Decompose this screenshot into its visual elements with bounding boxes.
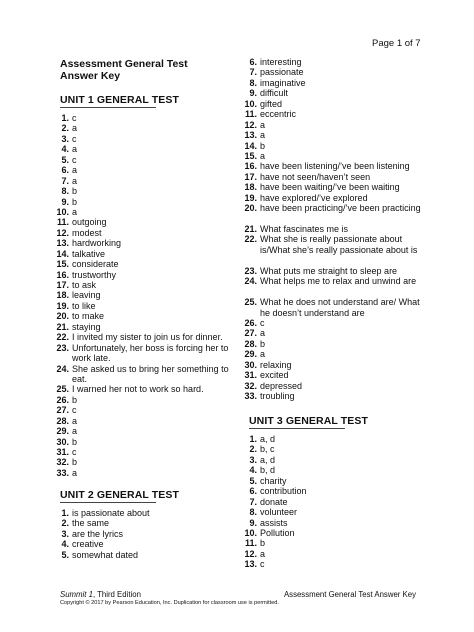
answer-text: a <box>260 130 266 141</box>
title-line-2: Answer Key <box>60 70 121 82</box>
unit2-heading: UNIT 2 GENERAL TEST <box>60 489 179 501</box>
answer-text: to make <box>72 311 105 322</box>
unit3-heading: UNIT 3 GENERAL TEST <box>249 415 368 427</box>
answer-item <box>48 457 242 467</box>
answer-number: 23. <box>244 265 257 276</box>
answer-text: is passionate about <box>72 508 150 518</box>
answer-text: hardworking <box>72 238 122 249</box>
answer-item <box>237 151 430 161</box>
answer-number: 30. <box>56 436 69 447</box>
answer-text: a <box>72 175 78 186</box>
answer-text: considerate <box>72 259 119 270</box>
answer-number: 17. <box>244 171 257 182</box>
answer-text: a <box>72 123 78 134</box>
answer-text: have been waiting/’ve been waiting <box>260 182 400 193</box>
answer-item <box>237 67 430 77</box>
answer-text: interesting <box>260 57 302 67</box>
answer-text: eccentric <box>260 109 297 120</box>
answer-text: What he does not understand are/ What he doesn’t understand are <box>260 297 420 318</box>
answer-text: a <box>260 150 266 161</box>
answer-item <box>237 528 307 538</box>
answer-item <box>237 318 430 328</box>
answer-number: 29. <box>56 426 69 437</box>
answer-item <box>237 141 430 151</box>
answer-text: b <box>72 436 78 447</box>
answer-number: 27. <box>244 328 257 339</box>
unit2-answer-list-part2 <box>237 57 430 402</box>
answer-number: 12. <box>56 227 69 238</box>
answer-item <box>48 550 150 560</box>
answer-text: difficult <box>260 88 288 99</box>
answer-number: 20. <box>56 311 69 322</box>
answer-number: 24. <box>244 276 257 287</box>
unit1-answer-list <box>48 113 242 478</box>
answer-text: Pollution <box>260 527 295 538</box>
answer-number: 26. <box>56 394 69 405</box>
answer-text: b, d <box>260 465 276 476</box>
answer-text: have been listening/’ve been listening <box>260 161 410 172</box>
answer-number: 4. <box>249 465 257 476</box>
answer-item <box>237 276 430 297</box>
answer-text: a <box>72 165 78 176</box>
answer-text: b, c <box>260 444 275 455</box>
answer-number: 13. <box>56 238 69 249</box>
answer-item <box>237 78 430 88</box>
answer-number: 3. <box>249 454 257 465</box>
answer-text: talkative <box>72 248 106 259</box>
answer-text: What she is really passionate about is/What she’s really passionate about is <box>260 234 418 255</box>
answer-text: staying <box>72 321 101 332</box>
answer-item <box>237 518 307 528</box>
answer-item <box>48 259 242 269</box>
answer-text: a <box>260 119 266 130</box>
answer-item <box>48 364 242 385</box>
answer-item <box>48 144 242 154</box>
answer-number: 10. <box>56 206 69 217</box>
answer-number: 20. <box>244 203 257 214</box>
answer-text: c <box>260 559 265 570</box>
answer-number: 6. <box>61 165 69 176</box>
answer-item <box>237 391 430 401</box>
answer-item <box>237 224 430 234</box>
answer-item <box>48 176 242 186</box>
answer-item <box>237 360 430 370</box>
answer-number: 1. <box>61 508 69 518</box>
answer-number: 16. <box>244 161 257 172</box>
answer-number: 27. <box>56 405 69 416</box>
unit1-heading-rule <box>60 107 156 108</box>
answer-item <box>48 426 242 436</box>
answer-number: 18. <box>244 182 257 193</box>
answer-number: 8. <box>249 77 257 88</box>
answer-item <box>48 384 242 394</box>
answer-number: 22. <box>56 332 69 343</box>
answer-text: a, d <box>260 454 276 465</box>
answer-number: 1. <box>249 434 257 444</box>
answer-number: 30. <box>244 359 257 370</box>
answer-text: I warned her not to work so hard. <box>72 384 204 395</box>
answer-text: contribution <box>260 486 307 497</box>
answer-number: 5. <box>61 154 69 165</box>
answer-item <box>48 249 242 259</box>
answer-text: a <box>72 467 78 478</box>
answer-number: 9. <box>61 196 69 207</box>
answer-item <box>237 349 430 359</box>
answer-text: a <box>72 415 78 426</box>
unit3-heading-rule <box>249 428 345 429</box>
answer-item <box>48 437 242 447</box>
answer-text: donate <box>260 496 288 507</box>
answer-number: 7. <box>249 67 257 78</box>
answer-text: have been practicing/’ve been practicing <box>260 203 421 214</box>
answer-text: relaxing <box>260 359 292 370</box>
answer-text: c <box>72 405 77 416</box>
answer-item <box>237 381 430 391</box>
answer-item <box>237 266 430 276</box>
answer-text: troubling <box>260 391 295 402</box>
answer-text: c <box>72 447 77 458</box>
title-line-1: Assessment General Test <box>60 58 188 70</box>
answer-item <box>237 109 430 119</box>
answer-number: 15. <box>56 259 69 270</box>
answer-text: modest <box>72 227 102 238</box>
answer-number: 12. <box>244 119 257 130</box>
answer-number: 24. <box>56 363 69 374</box>
answer-number: 11. <box>56 217 69 228</box>
answer-item <box>48 217 242 227</box>
answer-item <box>237 182 430 192</box>
answer-item <box>48 290 242 300</box>
answer-number: 33. <box>56 467 69 478</box>
answer-number: 28. <box>244 338 257 349</box>
answer-text: b <box>260 140 266 151</box>
answer-item <box>237 559 307 569</box>
footer-book <box>60 590 141 599</box>
answer-item <box>48 539 150 549</box>
answer-text: depressed <box>260 380 303 391</box>
answer-text: b <box>260 338 266 349</box>
answer-text: passionate <box>260 67 304 78</box>
answer-number: 32. <box>244 380 257 391</box>
answer-text: creative <box>72 539 104 550</box>
answer-text: to ask <box>72 280 97 290</box>
answer-text: b <box>72 457 78 468</box>
answer-item <box>237 297 430 318</box>
answer-number: 9. <box>249 517 257 528</box>
answer-item <box>48 228 242 238</box>
answer-item <box>237 328 430 338</box>
answer-item <box>237 88 430 98</box>
answer-text: b <box>72 394 78 405</box>
answer-text: somewhat dated <box>72 549 139 560</box>
answer-number: 8. <box>61 186 69 197</box>
answer-item <box>237 161 430 171</box>
answer-item <box>48 332 242 342</box>
answer-number: 12. <box>244 548 257 559</box>
answer-item <box>48 508 150 518</box>
answer-text: a <box>260 349 266 360</box>
footer <box>60 590 416 606</box>
answer-item <box>48 280 242 290</box>
answer-number: 16. <box>56 269 69 280</box>
footer-edition: , Third Edition <box>92 590 141 599</box>
answer-item <box>48 238 242 248</box>
answer-text: have explored/’ve explored <box>260 192 368 203</box>
answer-number: 29. <box>244 349 257 360</box>
answer-number: 19. <box>56 300 69 311</box>
answer-number: 7. <box>61 175 69 186</box>
answer-number: 6. <box>249 486 257 497</box>
answer-number: 6. <box>249 57 257 67</box>
answer-text: charity <box>260 475 287 486</box>
answer-item <box>48 123 242 133</box>
answer-text: c <box>72 154 77 165</box>
answer-item <box>237 486 307 496</box>
answer-text: volunteer <box>260 507 298 518</box>
answer-number: 14. <box>244 140 257 151</box>
answer-item <box>237 444 307 454</box>
unit2-answer-list-part1 <box>48 508 150 560</box>
answer-item <box>48 165 242 175</box>
answer-number: 2. <box>249 444 257 455</box>
answer-item <box>237 120 430 130</box>
answer-text: trustworthy <box>72 269 117 280</box>
answer-item <box>48 343 242 364</box>
answer-item <box>237 507 307 517</box>
answer-number: 14. <box>56 248 69 259</box>
answer-item <box>237 497 307 507</box>
answer-text: c <box>72 133 77 144</box>
answer-item <box>237 434 307 444</box>
answer-item <box>237 370 430 380</box>
answer-text: What fascinates me is <box>260 224 349 235</box>
answer-item <box>48 270 242 280</box>
answer-item <box>237 99 430 109</box>
answer-item <box>48 322 242 332</box>
answer-text: a <box>72 206 78 217</box>
document-title <box>60 58 188 82</box>
answer-item <box>48 405 242 415</box>
answer-text: c <box>72 113 77 123</box>
answer-item <box>237 465 307 475</box>
answer-number: 32. <box>56 457 69 468</box>
answer-number: 21. <box>56 321 69 332</box>
answer-number: 8. <box>249 507 257 518</box>
answer-number: 22. <box>244 234 257 245</box>
footer-doc-title: Assessment General Test Answer Key <box>283 590 416 599</box>
answer-text: What helps me to relax and unwind are <box>260 276 417 287</box>
answer-item <box>237 130 430 140</box>
answer-text: are the lyrics <box>72 528 124 539</box>
answer-number: 17. <box>56 280 69 290</box>
answer-number: 4. <box>61 144 69 155</box>
unit3-answer-list <box>237 434 307 570</box>
answer-item <box>48 301 242 311</box>
answer-item <box>237 455 307 465</box>
answer-number: 11. <box>244 109 257 120</box>
answer-text: b <box>72 186 78 197</box>
answer-text: leaving <box>72 290 101 301</box>
answer-text: b <box>72 196 78 207</box>
answer-number: 13. <box>244 130 257 141</box>
answer-number: 4. <box>61 539 69 550</box>
answer-number: 9. <box>249 88 257 99</box>
answer-number: 31. <box>244 370 257 381</box>
answer-number: 3. <box>61 528 69 539</box>
answer-item <box>237 549 307 559</box>
answer-number: 25. <box>244 297 257 308</box>
answer-item <box>237 57 430 67</box>
answer-number: 18. <box>56 290 69 301</box>
answer-number: 13. <box>244 559 257 570</box>
answer-text: a <box>72 426 78 437</box>
answer-number: 31. <box>56 447 69 458</box>
answer-number: 19. <box>244 192 257 203</box>
answer-text: imaginative <box>260 77 306 88</box>
answer-text: I invited my sister to join us for dinner. <box>72 332 223 343</box>
answer-item <box>48 518 150 528</box>
unit1-heading: UNIT 1 GENERAL TEST <box>60 94 179 106</box>
answer-item <box>48 447 242 457</box>
footer-copyright: Copyright © 2017 by Pearson Education, Inc. Duplication for classroom use is permitted. <box>60 600 279 606</box>
answer-number: 23. <box>56 342 69 353</box>
answer-number: 25. <box>56 384 69 395</box>
answer-number: 5. <box>61 549 69 560</box>
answer-number: 3. <box>61 133 69 144</box>
answer-text: to like <box>72 300 96 311</box>
answer-number: 2. <box>61 123 69 134</box>
answer-number: 10. <box>244 527 257 538</box>
answer-text: b <box>260 538 266 549</box>
footer-book-title: Summit 1 <box>60 590 93 599</box>
answer-item <box>237 193 430 203</box>
answer-number: 2. <box>61 518 69 529</box>
answer-text: the same <box>72 518 110 529</box>
answer-item <box>237 203 430 224</box>
answer-text: Unfortunately, her boss is forcing her to work late. <box>72 342 229 364</box>
answer-item <box>48 155 242 165</box>
answer-item <box>48 395 242 405</box>
page-number: Page 1 of 7 <box>372 38 421 49</box>
answer-number: 33. <box>244 391 257 402</box>
unit2-heading-rule <box>60 502 156 503</box>
answer-text: a, d <box>260 434 276 444</box>
answer-item <box>48 207 242 217</box>
answer-text: She asked us to bring her something to eat. <box>72 363 229 384</box>
answer-number: 26. <box>244 318 257 329</box>
answer-number: 28. <box>56 415 69 426</box>
answer-text: What puts me straight to sleep are <box>260 265 398 276</box>
answer-item <box>48 186 242 196</box>
answer-item <box>48 416 242 426</box>
answer-text: assists <box>260 517 288 528</box>
answer-item <box>237 339 430 349</box>
answer-text: a <box>260 548 266 559</box>
answer-item <box>48 468 242 478</box>
answer-number: 7. <box>249 496 257 507</box>
answer-number: 21. <box>244 224 257 235</box>
answer-text: a <box>72 144 78 155</box>
answer-item <box>237 234 430 265</box>
answer-number: 11. <box>244 538 257 549</box>
answer-text: excited <box>260 370 289 381</box>
answer-text: have not seen/haven’t seen <box>260 171 371 182</box>
footer-line <box>60 590 416 599</box>
answer-item <box>237 172 430 182</box>
answer-item <box>48 197 242 207</box>
answer-item <box>48 311 242 321</box>
answer-item <box>237 476 307 486</box>
answer-text: a <box>260 328 266 339</box>
answer-number: 5. <box>249 475 257 486</box>
answer-number: 15. <box>244 150 257 161</box>
answer-text: gifted <box>260 98 283 109</box>
answer-number: 10. <box>244 98 257 109</box>
answer-item <box>48 529 150 539</box>
answer-item <box>48 134 242 144</box>
answer-item <box>48 113 242 123</box>
answer-text: c <box>260 318 265 329</box>
answer-item <box>237 538 307 548</box>
answer-number: 1. <box>61 113 69 123</box>
answer-text: outgoing <box>72 217 107 228</box>
